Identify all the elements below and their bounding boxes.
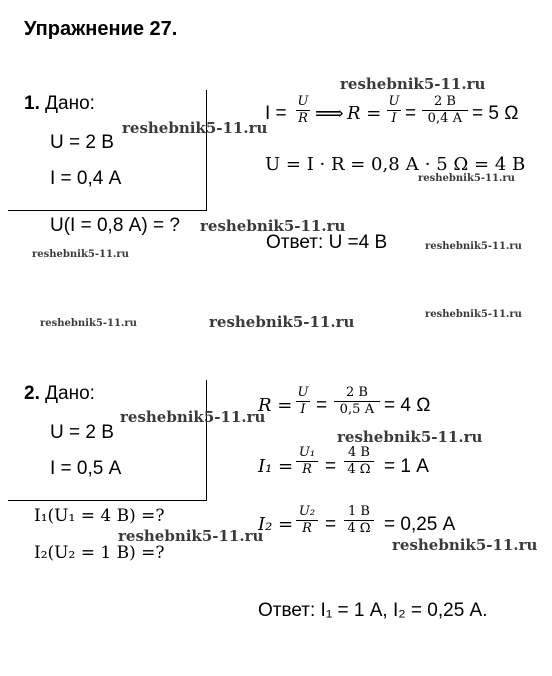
i1-f2-numerator: 4 В — [348, 445, 370, 460]
problem-2-header — [24, 383, 95, 405]
problem-2-given-current: I = 0,5 А — [50, 458, 122, 479]
implies-arrow-icon: ⟹ — [315, 101, 344, 125]
problem-2-number: 2. — [24, 383, 40, 404]
eq1-f3-numerator: 2 В — [434, 94, 456, 109]
problem-2-find-i1: I₁(U₁ = 4 В) =? — [34, 506, 165, 526]
i1-equals: = — [325, 456, 337, 477]
watermark: reshebnik5-11.ru — [425, 309, 522, 320]
i2-fraction-values — [344, 504, 374, 537]
eq1-equals: = — [405, 103, 417, 124]
problem-1-header — [24, 93, 95, 115]
problem-1-given-current: I = 0,4 А — [50, 168, 122, 189]
eq1-f2-numerator: U — [388, 94, 400, 109]
i2-eq-lhs: I₂ = — [258, 514, 294, 535]
watermark: reshebnik5-11.ru — [200, 217, 346, 235]
i1-f2-denominator: 4 Ω — [347, 462, 371, 477]
eq2: U = I · R = 0,8 А · 5 Ω = 4 В — [265, 154, 526, 175]
r-eq-lhs: R = — [258, 395, 293, 416]
r-fraction-u-over-i — [296, 385, 310, 418]
eq1-f1-numerator: U — [297, 94, 309, 109]
watermark: reshebnik5-11.ru — [425, 241, 522, 252]
answer-value: U =4 В — [328, 232, 388, 253]
eq1-f2-denominator: I — [391, 111, 397, 126]
r-fraction-values — [334, 385, 380, 418]
r-f1-numerator: U — [297, 385, 309, 400]
watermark: reshebnik5-11.ru — [32, 249, 129, 260]
r-equals: = — [316, 395, 328, 416]
problem-2-given-label: Дано: — [45, 383, 95, 404]
i1-f1-denominator: R — [302, 462, 312, 477]
eq1-fraction-u-over-r — [296, 94, 310, 127]
given-box-horizontal-line — [8, 210, 207, 211]
i2-f2-denominator: 4 Ω — [347, 521, 371, 536]
watermark: reshebnik5-11.ru — [340, 75, 486, 93]
eq1-lhs: I = — [265, 103, 287, 124]
i1-fraction-u1-over-r — [296, 445, 318, 478]
r-f2-denominator: 0,5 А — [339, 402, 375, 417]
watermark: reshebnik5-11.ru — [418, 173, 515, 184]
i2-f2-numerator: 1 В — [348, 504, 370, 519]
eq1-result: = 5 Ω — [472, 103, 519, 124]
watermark: reshebnik5-11.ru — [209, 313, 355, 331]
watermark: reshebnik5-11.ru — [118, 527, 264, 545]
r-f2-numerator: 2 В — [346, 385, 368, 400]
given-box-vertical-line — [206, 90, 207, 211]
i1-fraction-values — [344, 445, 374, 478]
i2-f1-denominator: R — [302, 521, 312, 536]
exercise-title: Упражнение 27. — [24, 18, 178, 40]
given-box-horizontal-line — [8, 500, 207, 501]
problem-1-given-label: Дано: — [45, 93, 95, 114]
i1-result: = 1 А — [384, 456, 429, 477]
i1-f1-numerator: U₁ — [298, 445, 316, 460]
eq1-r-lhs: R = — [347, 103, 382, 124]
watermark: reshebnik5-11.ru — [392, 536, 538, 554]
r-result: = 4 Ω — [384, 395, 431, 416]
i2-equals: = — [325, 514, 337, 535]
i2-result: = 0,25 А — [384, 514, 456, 535]
given-box-vertical-line — [206, 380, 207, 500]
watermark: reshebnik5-11.ru — [40, 318, 137, 329]
eq1-fraction-values — [422, 94, 468, 127]
i2-fraction-u2-over-r — [296, 504, 318, 537]
problem-1-find: U(I = 0,8 А) = ? — [50, 215, 180, 236]
i2-f1-numerator: U₂ — [298, 504, 316, 519]
answer-label: Ответ: — [266, 232, 324, 253]
problem-1-answer — [266, 232, 387, 254]
eq1-fraction-u-over-i — [387, 94, 401, 127]
problem-2-answer: Ответ: I₁ = 1 А, I₂ = 0,25 А. — [258, 600, 488, 621]
i1-eq-lhs: I₁ = — [258, 456, 294, 477]
watermark: reshebnik5-11.ru — [120, 408, 266, 426]
problem-2-find-i2: I₂(U₂ = 1 В) =? — [34, 543, 165, 563]
r-f1-denominator: I — [300, 402, 306, 417]
eq1-f1-denominator: R — [298, 111, 308, 126]
problem-2-given-voltage: U = 2 В — [50, 422, 114, 443]
watermark: reshebnik5-11.ru — [337, 428, 483, 446]
problem-1-given-voltage: U = 2 В — [50, 132, 114, 153]
watermark: reshebnik5-11.ru — [122, 119, 268, 137]
problem-1-number: 1. — [24, 93, 40, 114]
eq1-f3-denominator: 0,4 А — [427, 111, 463, 126]
